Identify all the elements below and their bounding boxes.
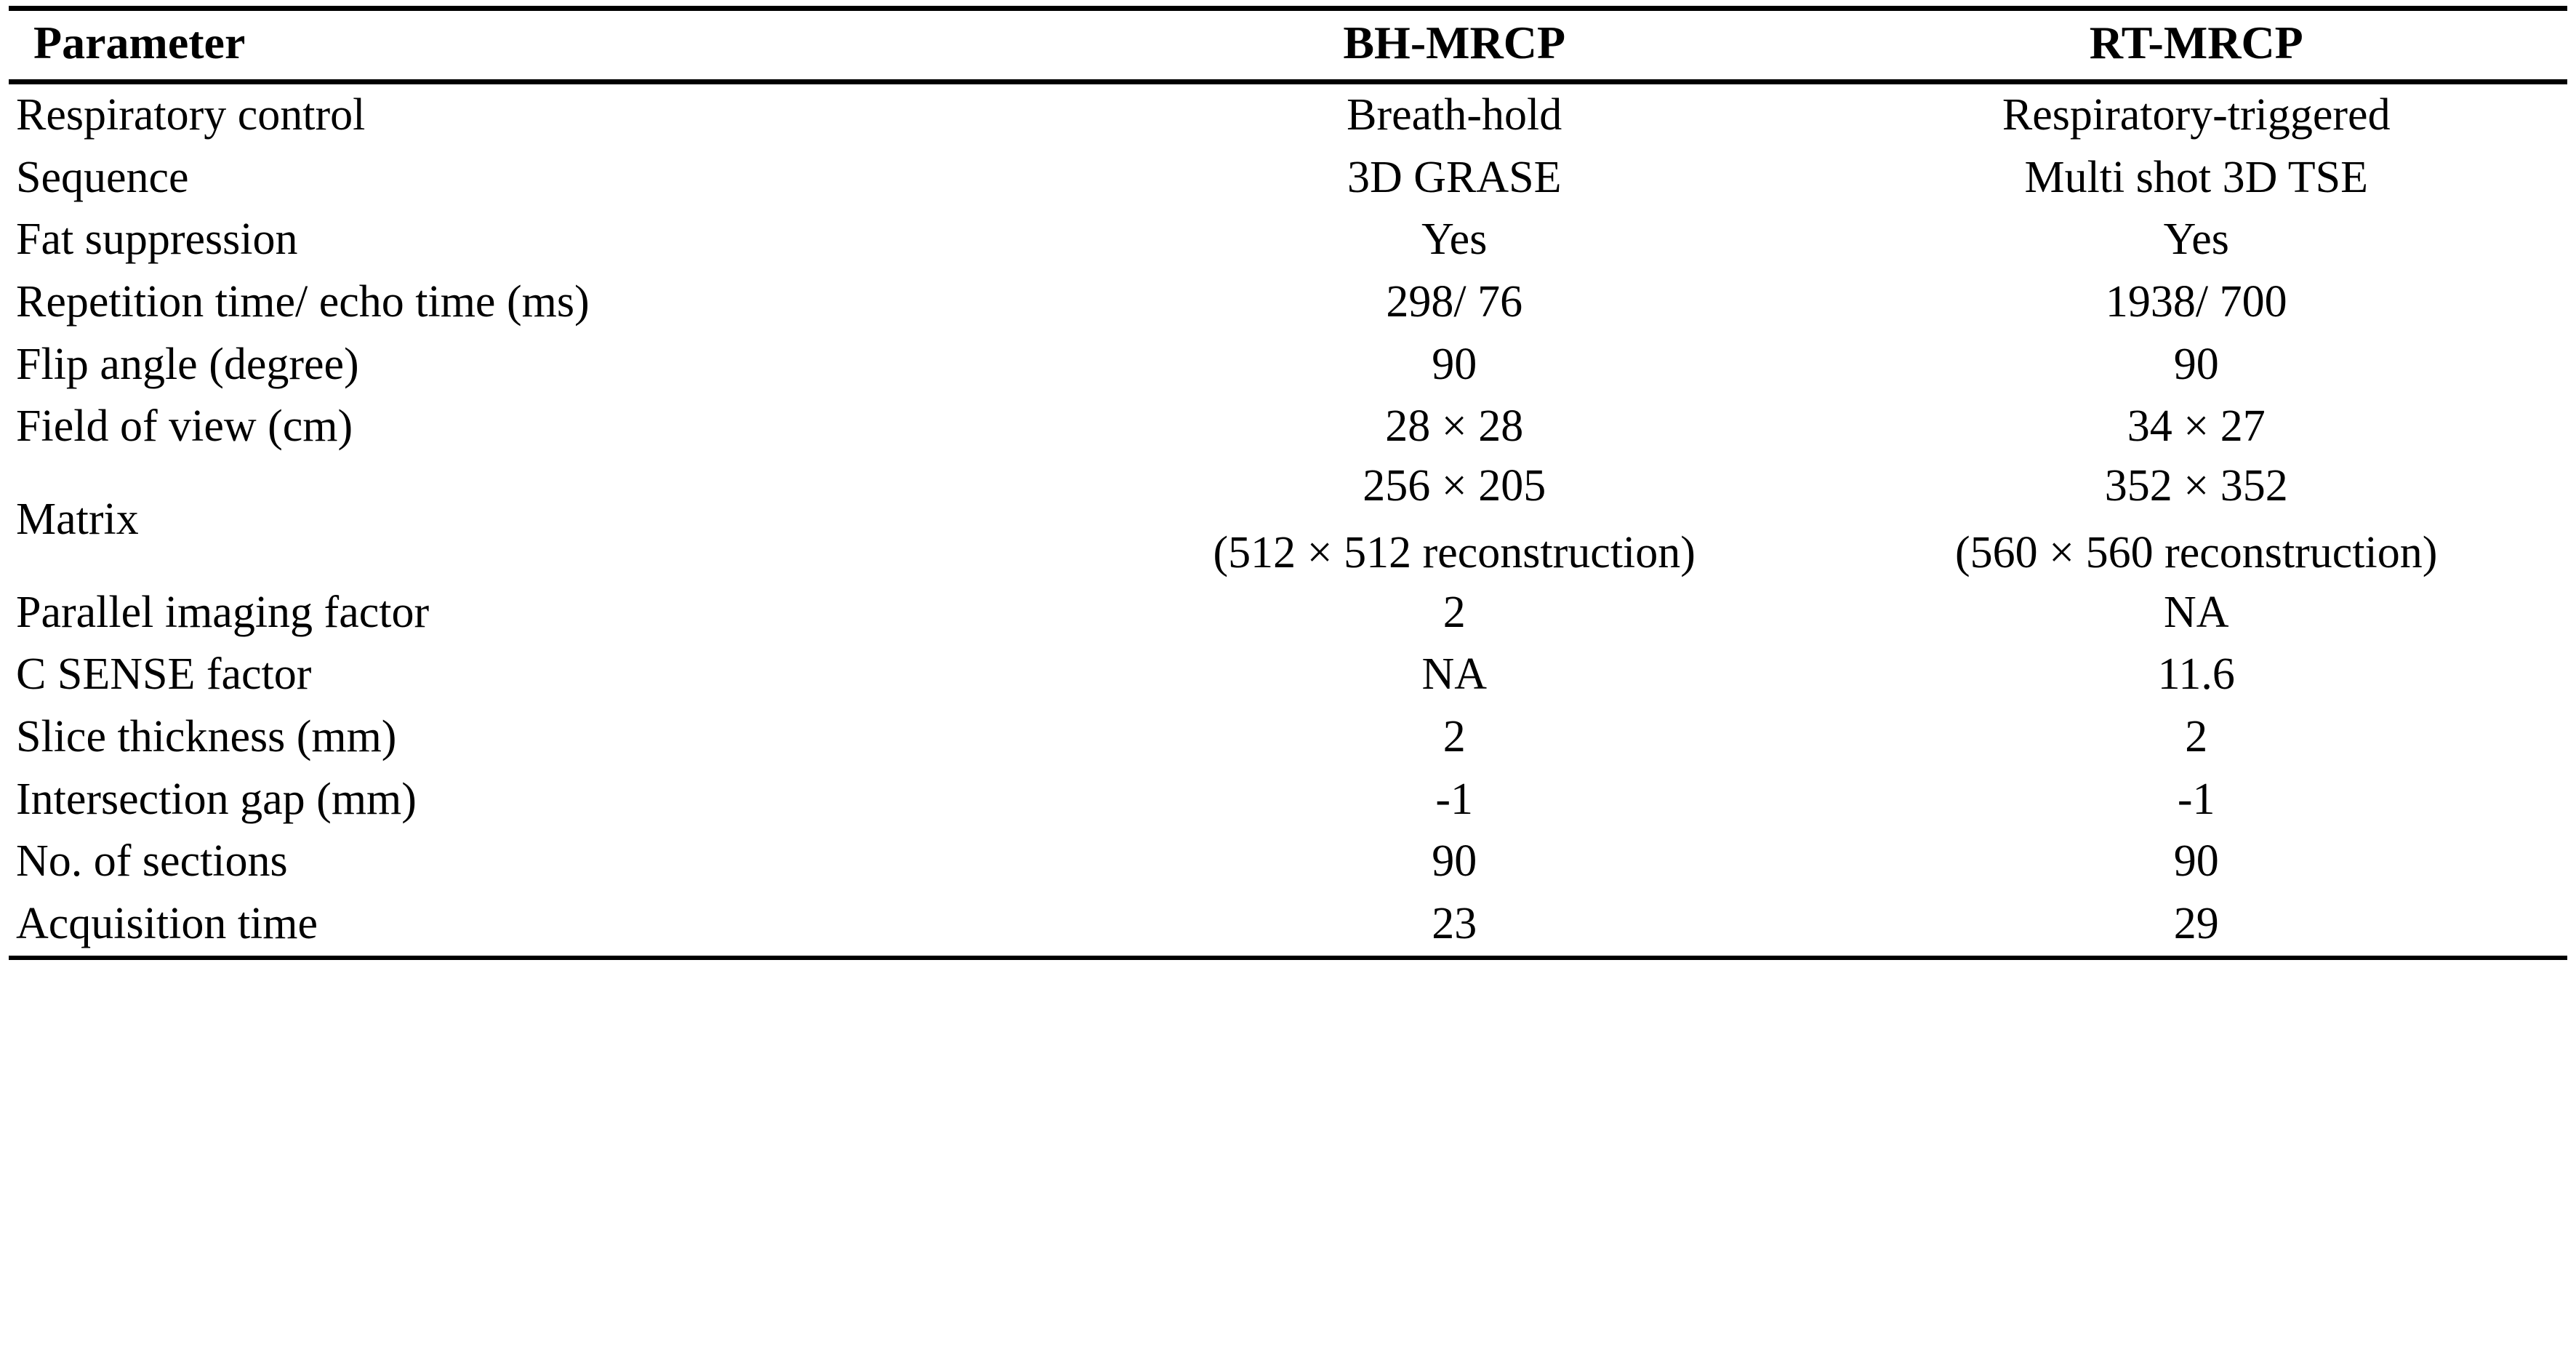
table-row: [9, 209, 2567, 271]
table-row: [9, 831, 2567, 893]
table-row: [9, 582, 2567, 644]
row-value-rt: Respiratory-triggered: [2002, 89, 2391, 140]
row-label: C SENSE factor: [16, 649, 312, 700]
row-value-bh: -1: [1435, 774, 1474, 824]
row-value-bh: 2: [1443, 587, 1466, 637]
row-label: Field of view (cm): [16, 401, 353, 452]
row-label: Fat suppression: [16, 215, 298, 265]
column-header-bh-mrcp: BH-MRCP: [1343, 17, 1566, 68]
row-value-rt: 90: [2173, 339, 2219, 389]
table-row: [9, 893, 2567, 958]
table-bottom-rule: [9, 958, 2567, 960]
row-value-bh: 23: [1432, 899, 1477, 949]
matrix-reconstruction-bh: (512 × 512 reconstruction): [1213, 527, 1696, 577]
row-value-bh: 3D GRASE: [1347, 152, 1562, 202]
row-value-rt: 11.6: [2157, 649, 2235, 700]
row-value-rt: 90: [2173, 836, 2219, 887]
row-value-bh: 2: [1443, 712, 1466, 762]
row-label: Parallel imaging factor: [16, 587, 430, 637]
row-label: Flip angle (degree): [16, 339, 359, 389]
top-spacer: [9, 0, 2567, 6]
matrix-acquired-bh: 256 × 205: [1363, 461, 1546, 511]
table-row: [9, 644, 2567, 706]
row-label: No. of sections: [16, 836, 288, 887]
row-label: Sequence: [16, 152, 189, 202]
row-value-rt: NA: [2163, 587, 2229, 637]
table-body: [9, 81, 2567, 958]
matrix-acquired-rt: 352 × 352: [2104, 461, 2288, 511]
row-label: Intersection gap (mm): [16, 774, 417, 824]
row-label: Repetition time/ echo time (ms): [16, 276, 590, 327]
row-value-bh: 28 × 28: [1385, 401, 1524, 452]
row-value-rt: 34 × 27: [2127, 401, 2266, 452]
row-value-rt: -1: [2177, 774, 2215, 824]
table-row: [9, 334, 2567, 396]
row-value-bh: 90: [1432, 339, 1477, 389]
table-row: [9, 706, 2567, 769]
table-row: [9, 271, 2567, 334]
table-row: [9, 147, 2567, 209]
table-footer: [9, 958, 2567, 960]
column-header-rt-mrcp: RT-MRCP: [2089, 17, 2303, 68]
row-value-bh: Breath-hold: [1347, 89, 1562, 140]
parameter-comparison-table: [9, 6, 2567, 960]
row-value-rt: Multi shot 3D TSE: [2024, 152, 2368, 202]
row-value-bh: 298/ 76: [1386, 276, 1523, 327]
row-value-rt: 2: [2185, 712, 2208, 762]
table-header-row: [9, 9, 2567, 82]
row-label: Acquisition time: [16, 899, 318, 949]
table-row-matrix: [9, 458, 2567, 581]
row-value-bh: NA: [1421, 649, 1487, 700]
table-row: [9, 396, 2567, 458]
row-label: Respiratory control: [16, 89, 366, 140]
row-value-bh: 90: [1432, 836, 1477, 887]
row-value-bh: Yes: [1421, 215, 1488, 265]
row-value-rt: [1825, 458, 2567, 581]
row-value-rt: 1938/ 700: [2105, 276, 2287, 327]
row-value-rt: 29: [2173, 899, 2219, 949]
matrix-reconstruction-rt: (560 × 560 reconstruction): [1955, 527, 2438, 577]
table-row: [9, 769, 2567, 831]
row-value-rt: Yes: [2163, 215, 2229, 265]
column-header-parameter: Parameter: [33, 17, 246, 68]
table-header: [9, 9, 2567, 82]
table-row: [9, 81, 2567, 146]
row-label: Slice thickness (mm): [16, 712, 397, 762]
row-value-bh: [1083, 458, 1826, 581]
row-label: Matrix: [16, 495, 139, 544]
